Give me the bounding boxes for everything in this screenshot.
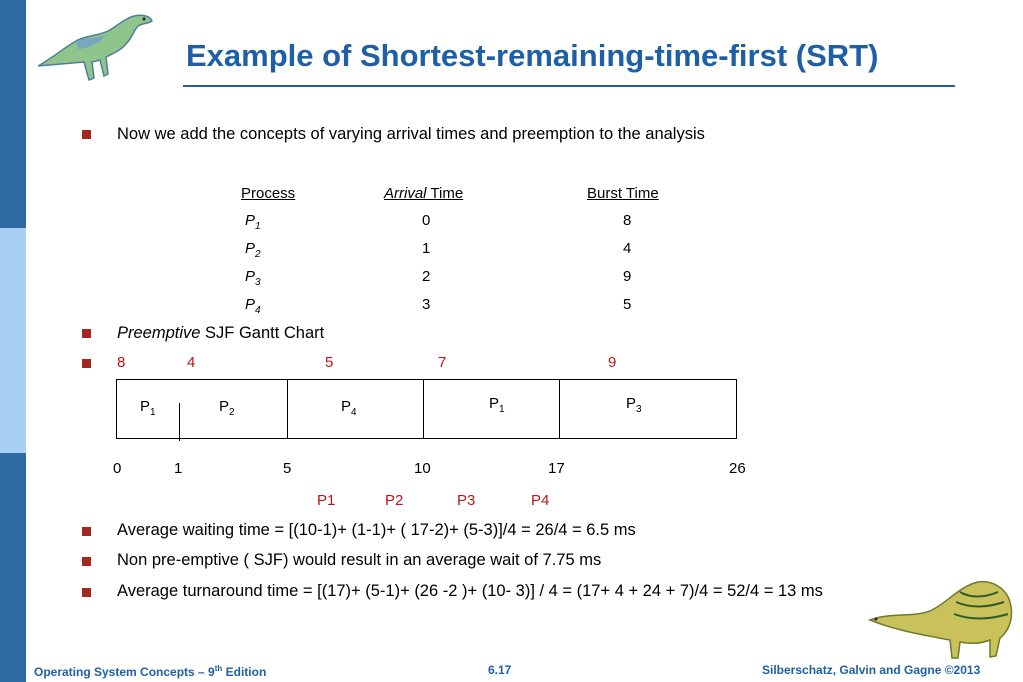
footer-edition: Edition [222, 665, 267, 679]
bullet-icon [82, 557, 91, 566]
gantt-p: P [140, 398, 151, 415]
gantt-heading [117, 324, 324, 343]
arrival-cell: 1 [422, 240, 431, 257]
process-cell [245, 296, 261, 316]
time-tick: 1 [174, 460, 183, 477]
gantt-block-label [341, 398, 357, 418]
bullet-icon [82, 130, 91, 139]
remaining-number: 4 [187, 354, 196, 371]
bullet-icon [82, 588, 91, 597]
turnaround-text: Average turnaround time = [(17)+ (5-1)+ (26 -2 )+ (10- 3)] / 4 = (17+ 4 + 24 + 7)/4 = 52/4 = 13 ms [117, 582, 823, 600]
gantt-sub: 1 [499, 404, 505, 415]
gantt-divider [179, 403, 180, 441]
gantt-heading-rest: SJF Gantt Chart [200, 324, 325, 342]
gantt-heading-emphasis: Preemptive [117, 324, 201, 342]
footer-copyright: Silberschatz, Galvin and Gagne ©2013 [762, 663, 981, 677]
title-underline [183, 85, 955, 87]
process-letter: P [245, 296, 256, 313]
process-label-red: P4 [531, 492, 550, 509]
gantt-p: P [341, 398, 352, 415]
time-tick: 0 [113, 460, 122, 477]
bullet-icon [82, 527, 91, 536]
process-sub: 3 [255, 277, 261, 288]
header-burst: Burst Time [587, 185, 659, 202]
page-title: Example of Shortest-remaining-time-first (SRT) [186, 38, 879, 73]
bullet-icon [82, 329, 91, 338]
gantt-block-label [626, 395, 642, 415]
burst-cell: 4 [623, 240, 632, 257]
process-label-red: P1 [317, 492, 336, 509]
arrival-cell: 2 [422, 268, 431, 285]
process-letter: P [245, 240, 256, 257]
gantt-divider [423, 380, 424, 438]
remaining-number: 7 [438, 354, 447, 371]
process-sub: 1 [255, 221, 261, 232]
process-sub: 2 [255, 249, 261, 260]
header-process: Process [241, 185, 296, 202]
process-letter: P [245, 212, 256, 229]
waiting-time-text: Average waiting time = [(10-1)+ (1-1)+ ( 17-2)+ (5-3)]/4 = 26/4 = 6.5 ms [117, 521, 636, 539]
remaining-number: 8 [117, 354, 126, 371]
arrival-cell: 3 [422, 296, 431, 313]
arrival-cell: 0 [422, 212, 431, 229]
burst-cell: 9 [623, 268, 632, 285]
bullet-icon [82, 359, 91, 368]
non-preemptive-text: Non pre-emptive ( SJF) would result in an average wait of 7.75 ms [117, 551, 602, 569]
process-cell [245, 212, 261, 232]
header-arrival-rest: Time [426, 185, 464, 202]
time-tick: 5 [283, 460, 292, 477]
footer-page-number: 6.17 [488, 663, 512, 677]
gantt-sub: 3 [636, 404, 642, 415]
gantt-p: P [489, 395, 500, 412]
gantt-p: P [626, 395, 637, 412]
sidebar-highlight [0, 228, 26, 453]
time-tick: 10 [414, 460, 431, 477]
process-sub: 4 [255, 305, 261, 316]
gantt-block-label [140, 398, 156, 418]
remaining-number: 9 [608, 354, 617, 371]
dinosaur-logo-icon [34, 8, 159, 86]
gantt-sub: 2 [229, 407, 235, 418]
gantt-p: P [219, 398, 230, 415]
process-cell [245, 268, 261, 288]
gantt-chart [116, 379, 737, 439]
process-letter: P [245, 268, 256, 285]
footer-left [34, 664, 266, 679]
burst-cell: 8 [623, 212, 632, 229]
remaining-number: 5 [325, 354, 334, 371]
gantt-sub: 1 [150, 407, 156, 418]
burst-cell: 5 [623, 296, 632, 313]
footer-sup: th [214, 664, 223, 673]
time-tick: 17 [548, 460, 565, 477]
gantt-block-label [489, 395, 505, 415]
footer-book: Operating System Concepts – 9 [34, 665, 215, 679]
gantt-block-label [219, 398, 235, 418]
sidebar-band [0, 0, 26, 682]
header-arrival [384, 185, 463, 202]
intro-text: Now we add the concepts of varying arrival times and preemption to the analysis [117, 125, 705, 143]
time-tick: 26 [729, 460, 746, 477]
process-label-red: P3 [457, 492, 476, 509]
gantt-divider [287, 380, 288, 438]
process-cell [245, 240, 261, 260]
process-label-red: P2 [385, 492, 404, 509]
dinosaur-corner-icon [860, 572, 1020, 662]
header-arrival-emphasis: Arrival [384, 185, 427, 202]
gantt-divider [559, 380, 560, 438]
gantt-sub: 4 [351, 407, 357, 418]
